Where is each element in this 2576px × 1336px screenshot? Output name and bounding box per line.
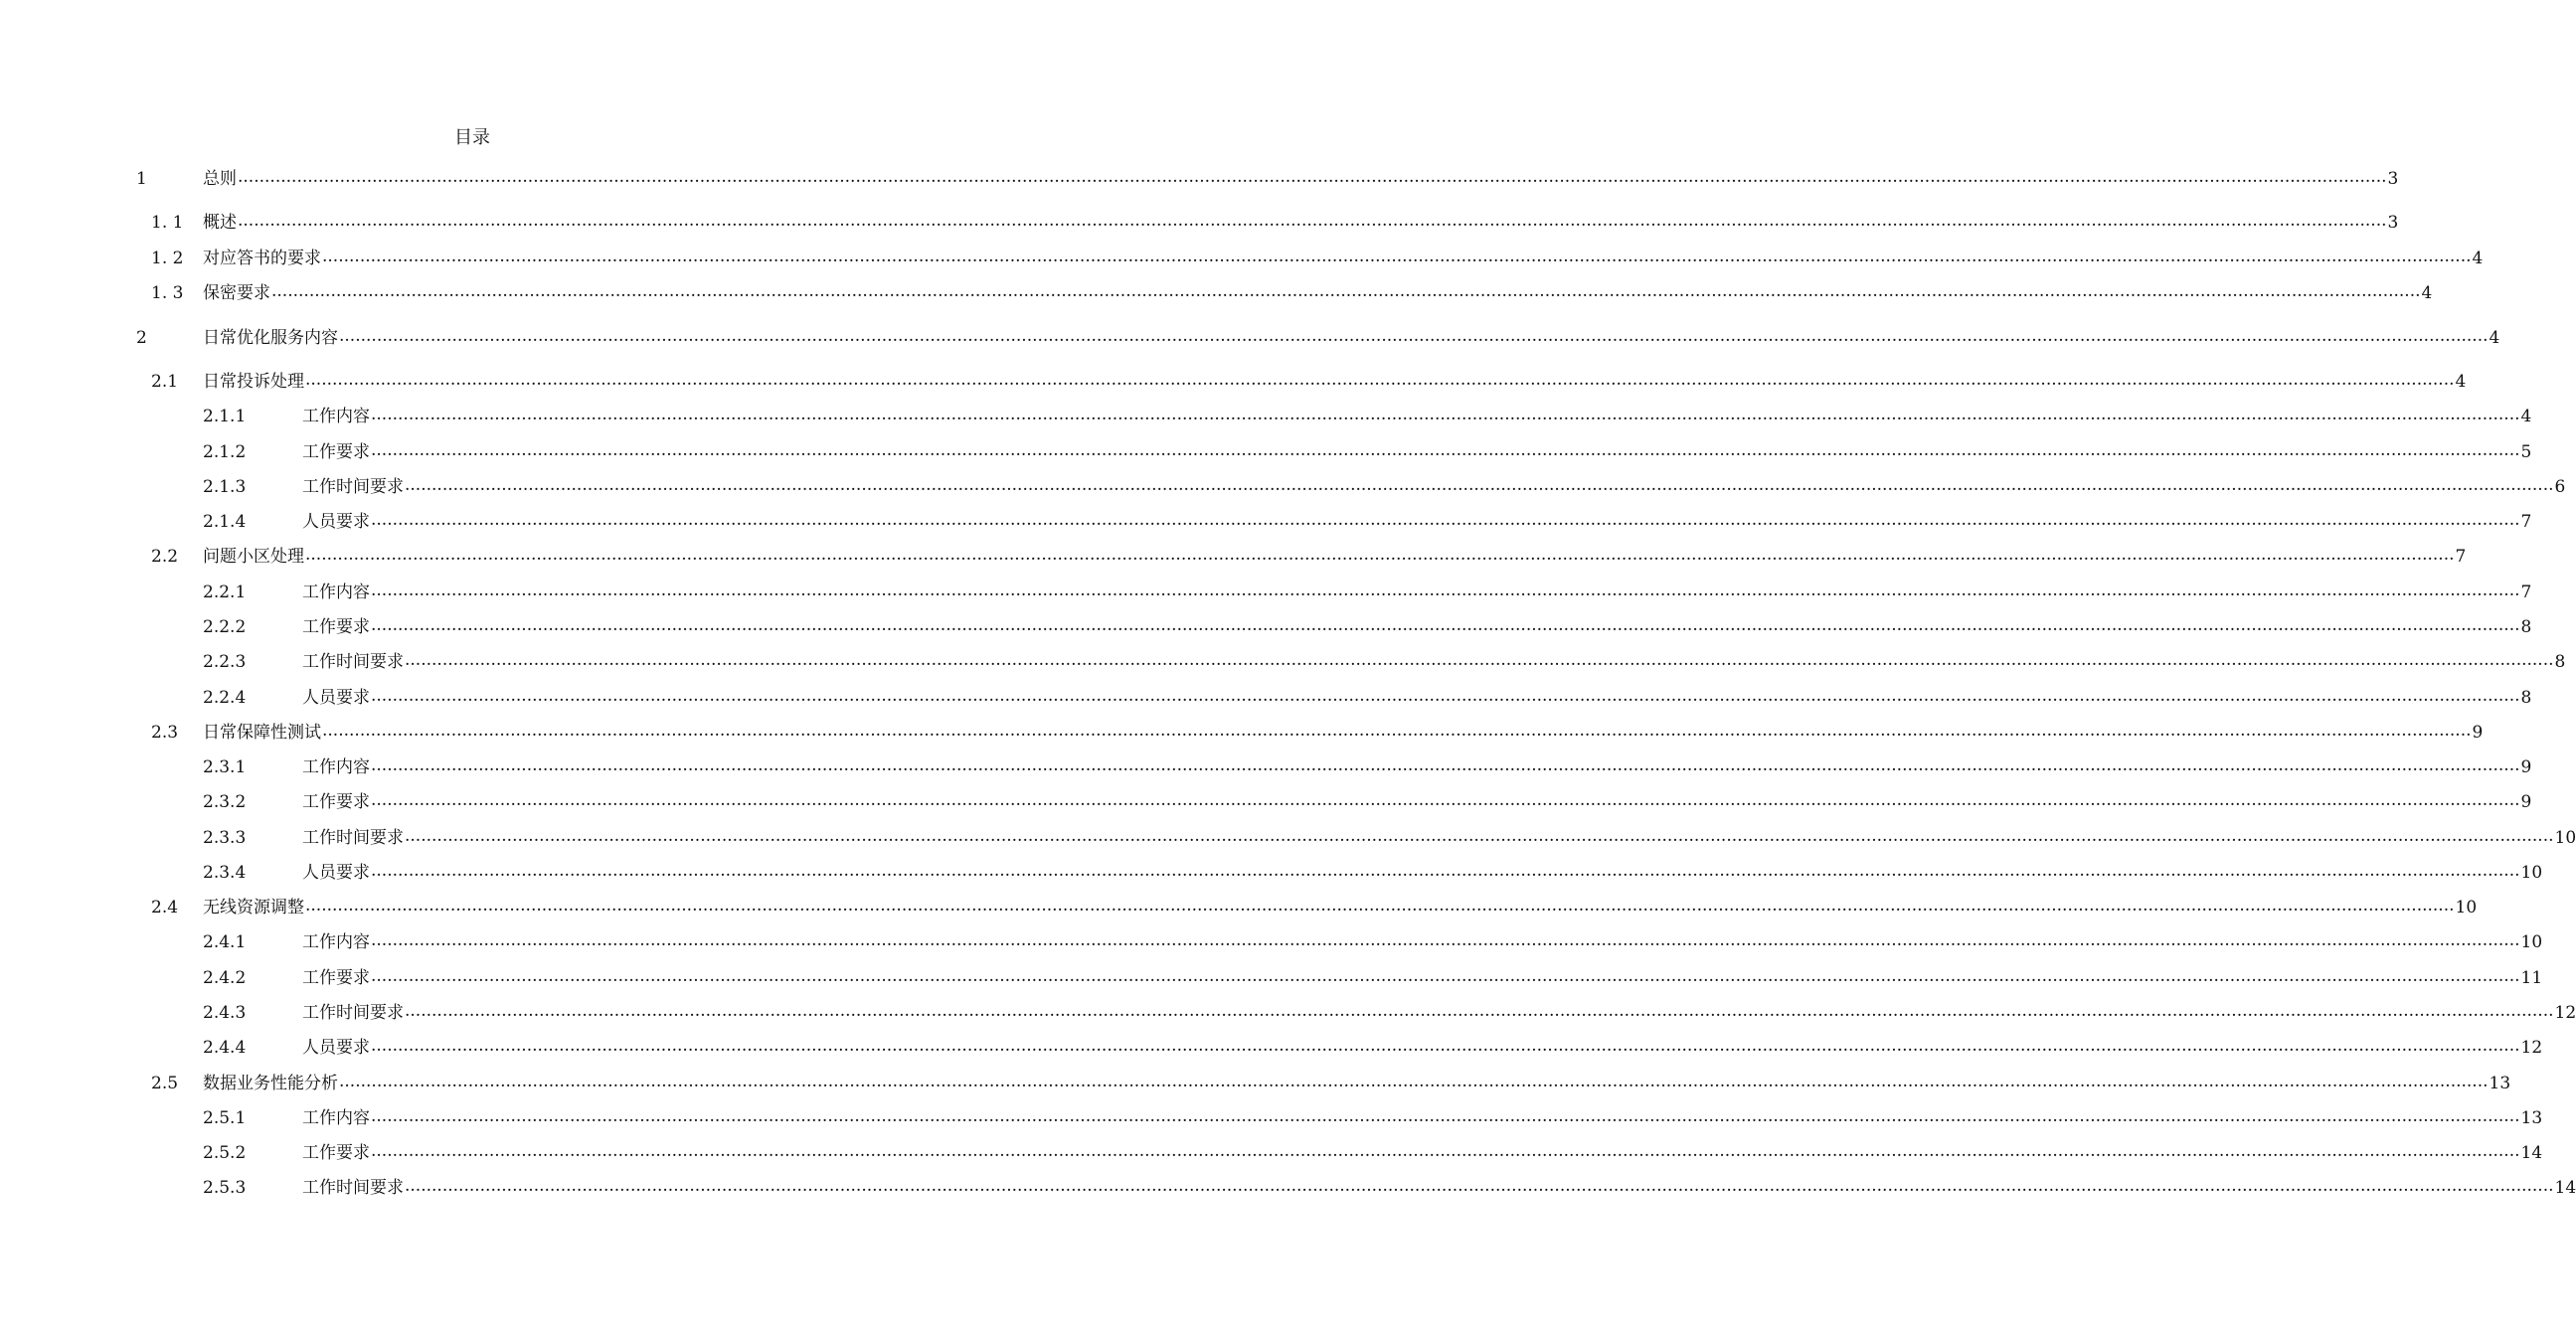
toc-entry-page: 4 [2421,283,2433,303]
toc-entry[interactable] [0,1106,2543,1130]
toc-entry[interactable] [0,281,2433,305]
toc-entry-line [302,650,2566,674]
toc-entry[interactable] [0,475,2566,499]
toc-entry-page: 9 [2520,792,2532,812]
toc-entry-number: 2.4 [151,898,179,918]
toc-entry-title: 日常优化服务内容 [203,328,338,348]
toc-dot-leader: ................................................................................................................................................................................................................................................................................................................................................................................................................ [371,581,2520,600]
toc-entry-title: 工作时间要求 [302,1178,404,1198]
toc-dot-leader: ................................................................................................................................................................................................................................................................................................................................................................................................................ [339,1072,2489,1091]
toc-entry-page: 3 [2387,213,2399,233]
toc-entry-title: 数据业务性能分析 [203,1074,338,1093]
toc-entry-title: 工作内容 [302,932,370,952]
toc-entry-line [203,545,2467,569]
toc-entry-number: 2.5.1 [203,1108,247,1128]
toc-dot-leader: ................................................................................................................................................................................................................................................................................................................................................................................................................ [371,790,2520,810]
toc-entry-number: 1. 1 [151,213,184,233]
toc-entry-number: 2.3.4 [203,863,247,883]
toc-dot-leader: ................................................................................................................................................................................................................................................................................................................................................................................................................ [305,896,2455,916]
toc-dot-leader: ................................................................................................................................................................................................................................................................................................................................................................................................................ [371,1036,2520,1056]
toc-entry-page: 7 [2520,512,2532,532]
toc-entry-title: 人员要求 [302,512,370,532]
toc-dot-leader: ................................................................................................................................................................................................................................................................................................................................................................................................................ [238,167,2387,187]
toc-entry-page: 13 [2520,1108,2543,1128]
toc-entry[interactable] [0,1001,2576,1025]
toc-entry-page: 12 [2554,1003,2576,1023]
toc-entry-line [302,930,2543,954]
toc-entry-title: 工作内容 [302,583,370,602]
toc-dot-leader: ................................................................................................................................................................................................................................................................................................................................................................................................................ [371,686,2520,706]
toc-entry[interactable] [0,721,2484,745]
toc-entry-number: 2.5.3 [203,1178,247,1198]
toc-dot-leader: ................................................................................................................................................................................................................................................................................................................................................................................................................ [371,930,2520,950]
toc-entry-page: 10 [2554,828,2576,848]
toc-entry-page: 11 [2520,968,2543,988]
toc-dot-leader: ................................................................................................................................................................................................................................................................................................................................................................................................................ [322,247,2472,266]
toc-dot-leader: ................................................................................................................................................................................................................................................................................................................................................................................................................ [371,755,2520,775]
toc-entry[interactable] [0,1036,2543,1060]
toc-dot-leader: ................................................................................................................................................................................................................................................................................................................................................................................................................ [371,440,2520,460]
toc-entry-title: 人员要求 [302,863,370,883]
toc-entry[interactable] [0,211,2399,235]
toc-entry-line [302,615,2532,639]
toc-entry-number: 2.1.2 [203,442,247,462]
toc-entry-page: 6 [2554,477,2566,497]
toc-entry[interactable] [0,966,2543,990]
toc-entry-title: 人员要求 [302,688,370,708]
toc-dot-leader: ................................................................................................................................................................................................................................................................................................................................................................................................................ [305,545,2455,565]
toc-entry[interactable] [0,686,2532,710]
toc-entry-title: 对应答书的要求 [203,249,321,268]
toc-entry-page: 9 [2472,723,2484,743]
toc-entry-page: 14 [2520,1143,2543,1163]
toc-entry-title: 工作内容 [302,1108,370,1128]
toc-entry-number: 2.2 [151,547,179,567]
toc-entry-title: 工作内容 [302,757,370,777]
toc-entry[interactable] [0,1141,2543,1165]
toc-entry-page: 4 [2520,407,2532,426]
toc-entry[interactable] [0,930,2543,954]
toc-entry-line [302,755,2532,779]
toc-dot-leader: ................................................................................................................................................................................................................................................................................................................................................................................................................ [371,966,2520,986]
toc-entry-line [302,826,2576,850]
toc-entry-page: 14 [2554,1178,2576,1198]
toc-entry-line [302,475,2566,499]
toc-entry-number: 2.2.2 [203,617,247,637]
toc-entry-number: 2.3.2 [203,792,247,812]
toc-entry-number: 2.5 [151,1074,179,1093]
toc-entry[interactable] [0,790,2532,814]
toc-entry-line [203,247,2484,270]
toc-dot-leader: ................................................................................................................................................................................................................................................................................................................................................................................................................ [405,1176,2554,1196]
toc-dot-leader: ................................................................................................................................................................................................................................................................................................................................................................................................................ [339,326,2489,346]
toc-dot-leader: ................................................................................................................................................................................................................................................................................................................................................................................................................ [305,370,2455,390]
toc-entry-number: 1. 3 [151,283,184,303]
toc-entry-line [203,896,2478,919]
toc-entry-title: 概述 [203,213,237,233]
toc-entry-title: 工作时间要求 [302,652,404,672]
toc-entry-line [302,1176,2576,1200]
toc-entry-line [302,405,2532,428]
toc-entry-title: 日常保障性测试 [203,723,321,743]
toc-entry-page: 13 [2489,1074,2511,1093]
toc-entry[interactable] [0,510,2532,534]
toc-dot-leader: ................................................................................................................................................................................................................................................................................................................................................................................................................ [405,826,2554,846]
toc-entry-line [302,1036,2543,1060]
toc-entry-title: 工作时间要求 [302,828,404,848]
toc-dot-leader: ................................................................................................................................................................................................................................................................................................................................................................................................................ [405,1001,2554,1021]
toc-entry-line [203,211,2399,235]
toc-dot-leader: ................................................................................................................................................................................................................................................................................................................................................................................................................ [371,1106,2520,1126]
toc-entry-line [302,1141,2543,1165]
toc-entry-page: 3 [2387,169,2399,189]
toc-entry-page: 12 [2520,1038,2543,1058]
toc-entry[interactable] [0,755,2532,779]
toc-dot-leader: ................................................................................................................................................................................................................................................................................................................................................................................................................ [322,721,2472,741]
toc-entry-number: 2.4.2 [203,968,247,988]
toc-dot-leader: ................................................................................................................................................................................................................................................................................................................................................................................................................ [371,861,2520,881]
toc-entry-page: 10 [2520,932,2543,952]
toc-entry-page: 8 [2554,652,2566,672]
toc-entry-line [203,1072,2511,1095]
page-title: 目录 [454,127,490,148]
toc-entry-number: 2.3.3 [203,828,247,848]
toc-dot-leader: ................................................................................................................................................................................................................................................................................................................................................................................................................ [271,281,2421,301]
toc-entry-number: 2 [136,328,147,348]
toc-entry-title: 保密要求 [203,283,270,303]
toc-entry-line [203,326,2500,350]
toc-dot-leader: ................................................................................................................................................................................................................................................................................................................................................................................................................ [405,475,2554,495]
toc-dot-leader: ................................................................................................................................................................................................................................................................................................................................................................................................................ [238,211,2387,231]
toc-entry-line [302,440,2532,464]
toc-entry-number: 2.1.4 [203,512,247,532]
toc-entry[interactable] [0,650,2566,674]
toc-entry-page: 4 [2489,328,2500,348]
toc-entry-page: 7 [2520,583,2532,602]
toc-entry[interactable] [0,581,2532,604]
toc-entry-title: 无线资源调整 [203,898,304,918]
toc-entry-title: 工作要求 [302,968,370,988]
toc-entry-page: 10 [2455,898,2478,918]
toc-dot-leader: ................................................................................................................................................................................................................................................................................................................................................................................................................ [371,615,2520,635]
toc-entry-number: 2.5.2 [203,1143,247,1163]
toc-entry-number: 2.3 [151,723,179,743]
toc-entry[interactable] [0,370,2467,394]
toc-entry[interactable] [0,167,2399,191]
toc-dot-leader: ................................................................................................................................................................................................................................................................................................................................................................................................................ [371,510,2520,530]
toc-entry-page: 4 [2472,249,2484,268]
toc-entry[interactable] [0,405,2532,428]
toc-entry[interactable] [0,1072,2511,1095]
toc-entry-number: 2.2.1 [203,583,247,602]
toc-entry-title: 工作时间要求 [302,1003,404,1023]
toc-entry[interactable] [0,1176,2576,1200]
toc-entry[interactable] [0,440,2532,464]
toc-entry[interactable] [0,615,2532,639]
toc-dot-leader: ................................................................................................................................................................................................................................................................................................................................................................................................................ [371,1141,2520,1161]
toc-entry-title: 工作要求 [302,617,370,637]
toc-entry-number: 2.4.3 [203,1003,247,1023]
toc-entry-title: 工作内容 [302,407,370,426]
toc-entry-number: 2.4.4 [203,1038,247,1058]
toc-entry-line [203,370,2467,394]
toc-entry[interactable] [0,826,2576,850]
toc-entry-line [203,167,2399,191]
toc-entry[interactable] [0,247,2484,270]
toc-entry-page: 10 [2520,863,2543,883]
toc-entry-number: 2.2.3 [203,652,247,672]
toc-entry-title: 问题小区处理 [203,547,304,567]
toc-entry-page: 8 [2520,617,2532,637]
toc-entry-number: 2.1.3 [203,477,247,497]
toc-entry[interactable] [0,326,2500,350]
toc-entry[interactable] [0,861,2543,885]
toc-entry-page: 7 [2455,547,2467,567]
toc-entry-page: 8 [2520,688,2532,708]
toc-entry-line [302,790,2532,814]
toc-entry-line [302,581,2532,604]
toc-entry-line [302,966,2543,990]
toc-entry-number: 2.4.1 [203,932,247,952]
toc-entry-line [203,281,2433,305]
toc-dot-leader: ................................................................................................................................................................................................................................................................................................................................................................................................................ [371,405,2520,424]
toc-entry-line [302,510,2532,534]
toc-entry-title: 人员要求 [302,1038,370,1058]
toc-entry-line [302,1001,2576,1025]
toc-entry-number: 2.2.4 [203,688,247,708]
toc-entry-title: 工作要求 [302,442,370,462]
toc-entry-title: 总则 [203,169,237,189]
toc-entry-number: 2.1.1 [203,407,247,426]
toc-entry-title: 日常投诉处理 [203,372,304,392]
toc-entry-line [203,721,2484,745]
toc-entry-line [302,686,2532,710]
toc-entry-number: 1 [136,169,147,189]
toc-entry-number: 2.3.1 [203,757,247,777]
toc-entry-page: 9 [2520,757,2532,777]
toc-entry[interactable] [0,545,2467,569]
toc-entry-page: 5 [2520,442,2532,462]
toc-entry-line [302,1106,2543,1130]
toc-entry[interactable] [0,896,2478,919]
toc-dot-leader: ................................................................................................................................................................................................................................................................................................................................................................................................................ [405,650,2554,670]
toc-entry-page: 4 [2455,372,2467,392]
toc-entry-title: 工作要求 [302,792,370,812]
toc-entry-number: 1. 2 [151,249,184,268]
toc-entry-number: 2.1 [151,372,179,392]
toc-entry-title: 工作时间要求 [302,477,404,497]
toc-entry-title: 工作要求 [302,1143,370,1163]
toc-entry-line [302,861,2543,885]
